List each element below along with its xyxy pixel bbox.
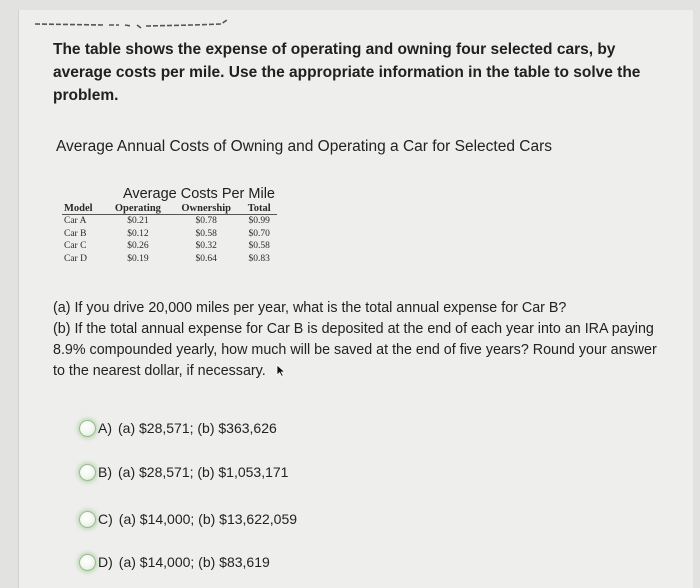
table-row <box>62 228 277 241</box>
option-text: (a) $28,571; (b) $1,053,171 <box>118 464 289 480</box>
cost-table-title: Average Costs Per Mile <box>122 186 275 202</box>
model-cell: Car A <box>64 216 87 226</box>
column-header-operating: Operating <box>105 203 171 215</box>
table-row <box>62 240 277 253</box>
answer-option-c[interactable] <box>79 508 297 530</box>
question-part-a: (a) If you drive 20,000 miles per year, what is the total annual expense for Car B? <box>53 300 567 316</box>
answer-option-b[interactable] <box>79 461 288 483</box>
model-cell: Car B <box>64 228 87 239</box>
model-cell: Car D <box>64 253 87 264</box>
model-cell: Car C <box>64 241 87 251</box>
operating-cell: $0.12 <box>127 228 149 239</box>
operating-cell: $0.19 <box>127 253 149 264</box>
option-letter: D) <box>98 554 113 570</box>
cost-table <box>62 185 277 265</box>
question-text <box>53 298 665 384</box>
option-text: (a) $14,000; (b) $83,619 <box>118 554 270 570</box>
column-header-total: Total <box>241 203 277 215</box>
answer-option-d[interactable] <box>79 551 270 573</box>
cost-table-grid <box>62 203 277 265</box>
question-part-b: (b) If the total annual expense for Car B is deposited at the end of each year into an IRA paying 8.9% compounded yearly, how much will be saved at the end of five years? Round your answer to the nearest dollar, if necessary. <box>53 321 657 379</box>
option-text: (a) $28,571; (b) $363,626 <box>118 420 277 436</box>
radio-button-icon[interactable] <box>79 420 96 437</box>
answer-option-a[interactable] <box>79 417 277 439</box>
cut-off-text-remnant <box>33 16 241 34</box>
option-letter: B) <box>98 464 112 480</box>
radio-button-icon[interactable] <box>79 511 96 528</box>
ownership-cell: $0.78 <box>195 216 217 226</box>
total-cell: $0.58 <box>248 241 270 251</box>
ownership-cell: $0.32 <box>195 241 217 251</box>
operating-cell: $0.21 <box>127 216 149 226</box>
table-heading: Average Annual Costs of Owning and Operating a Car for Selected Cars <box>56 138 552 155</box>
total-cell: $0.83 <box>248 253 270 264</box>
table-row <box>62 215 277 228</box>
operating-cell: $0.26 <box>127 241 149 251</box>
table-row <box>62 253 277 266</box>
problem-intro: The table shows the expense of operating and owning four selected cars, by average costs per mile. Use the appropriate information in the table to solve the problem. <box>53 41 641 104</box>
question-page <box>18 10 693 588</box>
total-cell: $0.99 <box>248 216 270 226</box>
total-cell: $0.70 <box>248 228 270 239</box>
ownership-cell: $0.64 <box>195 253 217 264</box>
option-letter: C) <box>98 511 113 527</box>
column-header-model: Model <box>62 203 105 215</box>
radio-button-icon[interactable] <box>79 464 96 481</box>
column-header-ownership: Ownership <box>171 203 242 215</box>
option-text: (a) $14,000; (b) $13,622,059 <box>118 511 298 527</box>
mouse-pointer-icon <box>276 363 286 384</box>
ownership-cell: $0.58 <box>195 228 217 239</box>
option-letter: A) <box>98 420 112 436</box>
question-part-b-wrap <box>53 319 665 384</box>
radio-button-icon[interactable] <box>79 554 96 571</box>
table-header-row <box>62 203 277 215</box>
